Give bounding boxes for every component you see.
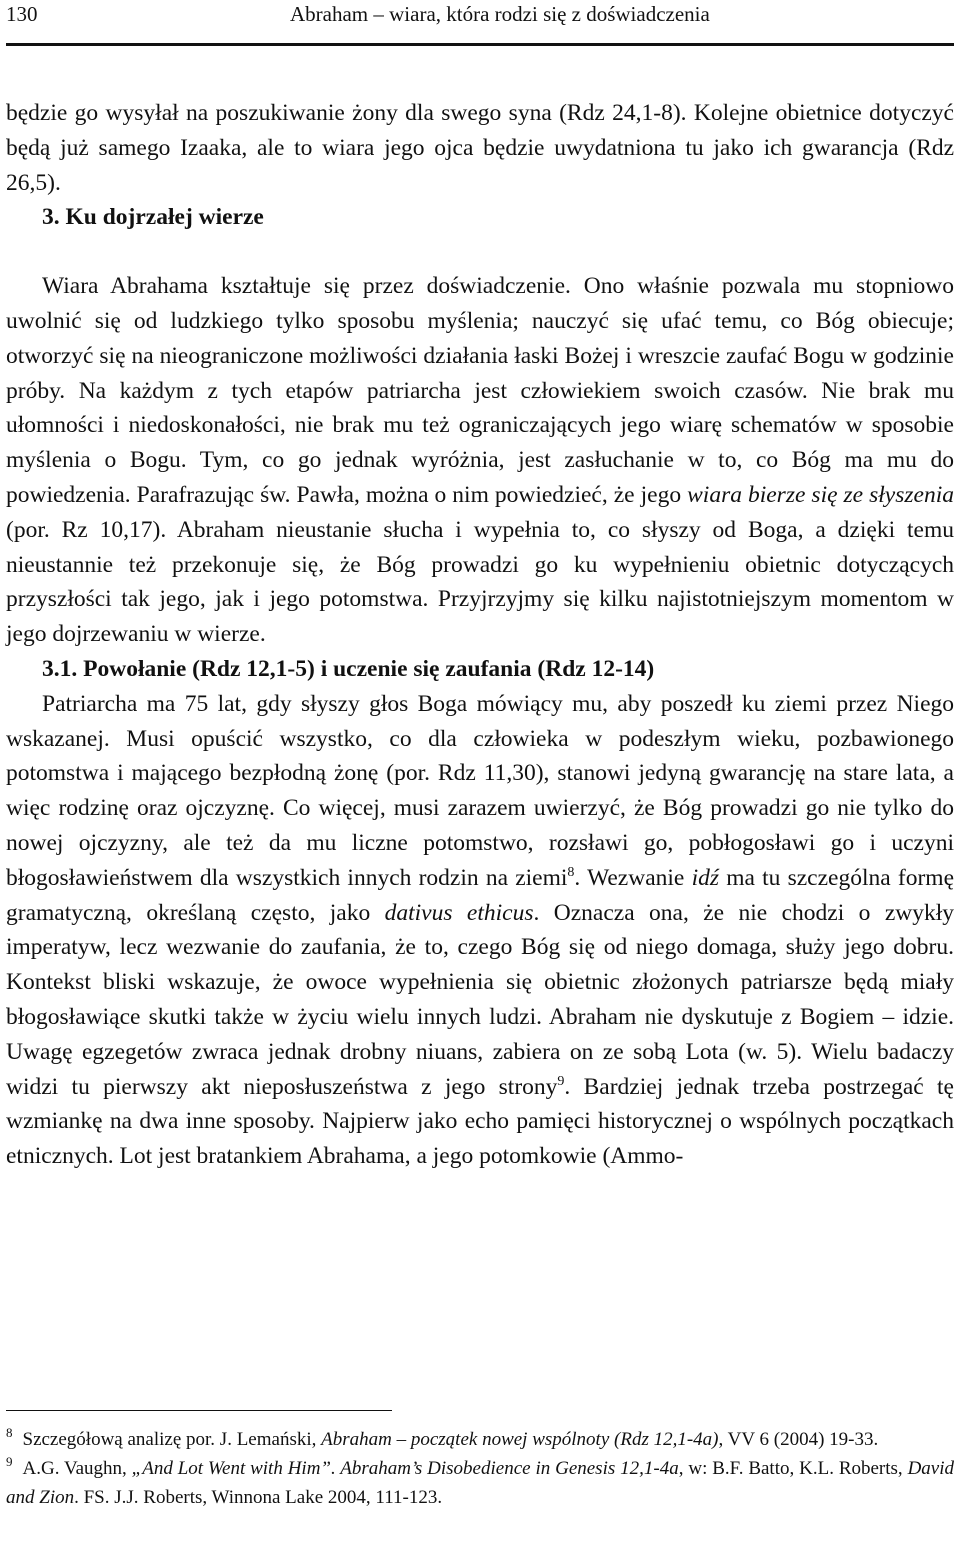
paragraph-section-3: Wiara Abrahama kształtuje się przez doświadczenie. Ono właśnie pozwala mu stopniowo uwolnić się od ludzkiego tylko sposobu myślenia; nauczyć się ufać temu, co Bóg obiecuje; otworzyć się na nieograniczone możliwości działania łaski Bożej i wreszcie zaufać Bogu w godzinie próby. Na każdym z tych etapów patriarcha jest człowiekiem swoich czasów. Nie brak mu ułomności i niedoskonałości, nie brak mu też ograniczających jego wiarę schematów w sposobie myślenia o Bogu. Tym, co go jednak wyróżnia, jest zasłuchanie w to, co Bóg ma mu do powiedzenia. Parafrazując św. Pawła, można o nim powiedzieć, że jego wiara bierze się ze słyszenia (por. Rz 10,17). Abraham nieustanie słucha i wypełnia to, co słyszy od Boga, a dzięki temu nieustannie też przekonuje się, że Bóg prowadzi go ku wypełnieniu obietnic dotyczących przyszłości tak jego, jak i jego potomstwa. Przyjrzyjmy się kilku najistotniejszym momentom w jego dojrzewaniu w wierze. — [6, 273, 954, 648]
running-title: Abraham – wiara, która rodzi się z doświadczenia — [290, 2, 710, 26]
main-text — [6, 96, 954, 1174]
footnote-number-8: 8 — [6, 1425, 13, 1440]
page-number: 130 — [6, 2, 38, 26]
italic-term-dativus: dativus ethicus — [384, 899, 534, 926]
section-heading-3-1: 3.1. Powołanie (Rdz 12,1-5) i uczenie się zaufania (Rdz 12-14) — [42, 655, 655, 682]
footnote-rule — [6, 1410, 392, 1411]
footnote-number-9: 9 — [6, 1454, 13, 1469]
footnote-ref-9[interactable]: 9 — [557, 1073, 565, 1089]
italic-term-idz: idź — [691, 864, 719, 891]
paragraph-section-3-1: Patriarcha ma 75 lat, gdy słyszy głos Boga mówiący mu, aby poszedł ku ziemi przez Niego wskazanej. Musi opuścić wszystko, co dla człowieka w podeszłym wieku, pozbawionego potomstwa i mającego bezpłodną żonę (por. Rdz 11,30), stanowi jedyną gwarancję na stare lata, a więc rodzinę oraz ojczyznę. Co więcej, musi zarazem uwierzyć, że Bóg prowadzi go nie tylko do nowej ojczyzny, ale też da mu liczne potomstwo, rozsławi go, pobłogosławi go i uczyni błogosławieństwem dla wszystkich innych rodzin na ziemi$^8$. Wezwanie idź ma tu szczególna formę gramatyczną, określaną często, jako dativus ethicus. Oznacza ona, że nie chodzi o zwykły imperatyw, lecz wezwanie do zaufania, że to, czego Bóg się od niego domaga, służy jego dobru. Kontekst bliski wskazuje, że owoce wypełnienia się obietnic złożonych patriarsze będą miały błogosławiące skutki także w życiu wielu innych ludzi. Abraham nie dyskutuje z Bogiem – idzie. Uwagę egzegetów zwraca jednak drobny niuans, zabiera on ze sobą Lota (w. 5). Wielu badaczy widzi tu pierwszy akt nieposłuszeństwa z jego strony$^9$. Bardziej jednak trzeba postrzegać tę wzmiankę na dwa inne sposoby. Najpierw jako echo pamięci historycznej o wspólnych początkach etnicznych. Lot jest bratankiem Abrahama, a jego potomkowie (Ammo- — [6, 690, 954, 1170]
italic-quote: wiara bierze się ze słyszenia — [687, 481, 954, 508]
footnotes — [6, 1410, 954, 1512]
footnote-9: $^9$ A.G. Vaughn, „And Lot Went with Him”. Abraham’s Disobedience in Genesis 12,1-4a, w: B.F. Batto, K.L. Roberts, David and Zion. FS. J.J. Roberts, Winnona Lake 2004, 111-123. — [6, 1454, 954, 1508]
section-heading-3: 3. Ku dojrzałej wierze — [42, 204, 264, 231]
footnote-ref-8[interactable]: 8 — [567, 864, 575, 880]
paragraph-continuation: będzie go wysyłał na poszukiwanie żony dla swego syna (Rdz 24,1-8). Kolejne obietnice dotyczyć będą już samego Izaaka, ale to wiara jego ojca będzie uwydatniona tu jako ich gwarancja (Rdz 26,5). — [6, 100, 954, 196]
footnote-8: $^8$ Szczegółową analizę por. J. Lemański, Abraham – początek nowej wspólnoty (Rdz 12,1-4a), VV 6 (2004) 19-33. — [6, 1425, 879, 1450]
page-header — [6, 0, 954, 34]
header-rule — [6, 43, 954, 46]
